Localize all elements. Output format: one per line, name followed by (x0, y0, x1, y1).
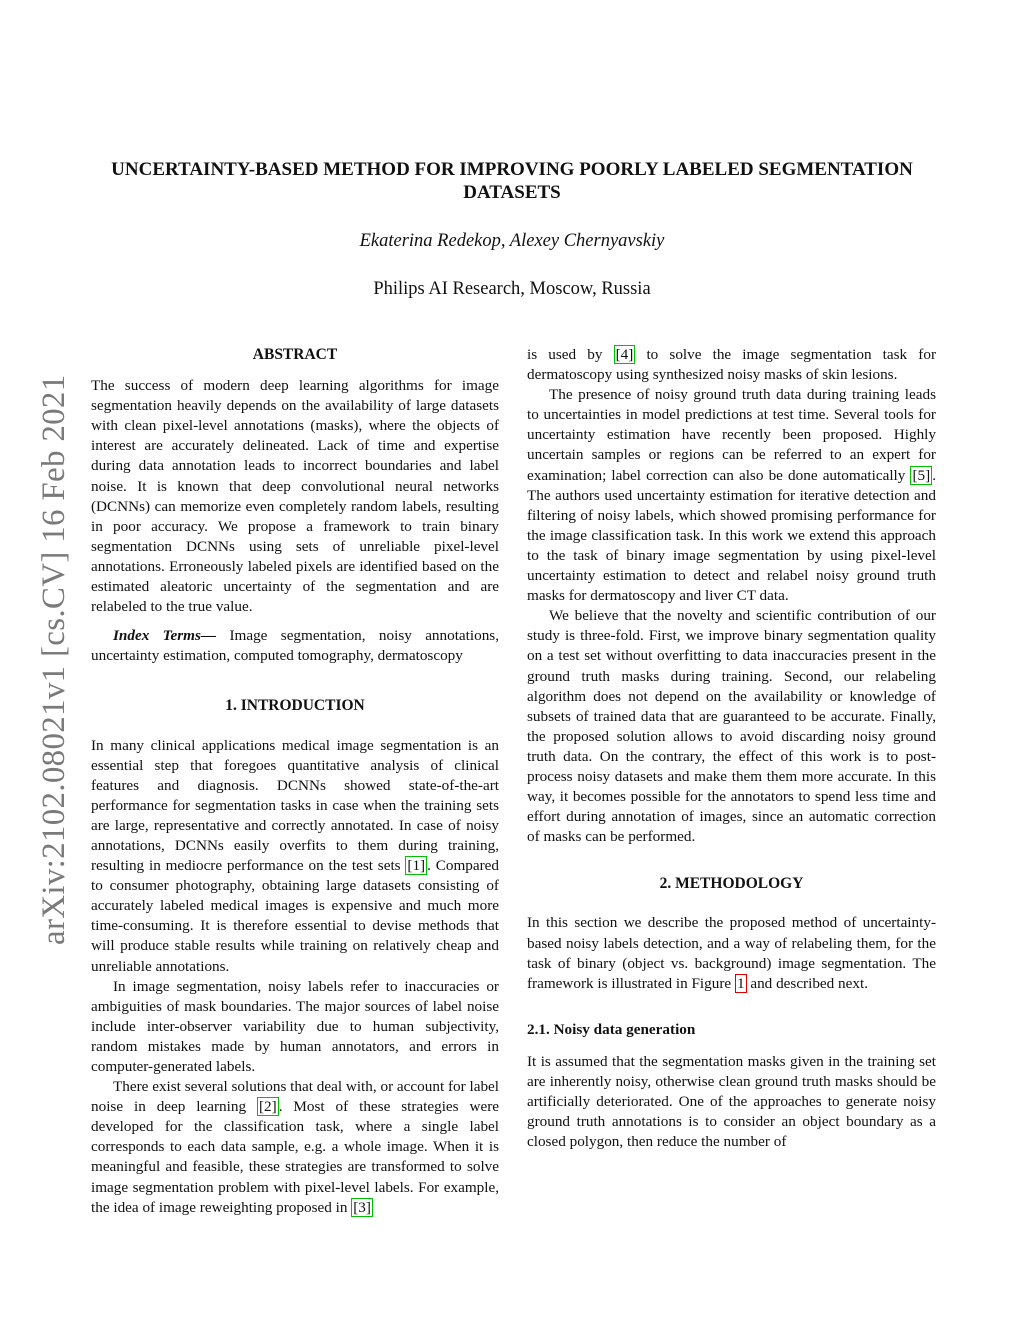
arxiv-identifier: arXiv:2102.08021v1 [cs.CV] 16 Feb 2021 (36, 374, 72, 945)
index-terms (91, 626, 499, 666)
intro-paragraph-1 (91, 736, 499, 977)
intro-p1-text-a: In many clinical applications medical image segmentation is an essential step that foregoes quantitative analysis of clinical features and diagnosis. DCNNs showed state-of-the-art performance for segmentation tasks in case when the training sets are large, representative and correctly annotated. In case of noisy annotations, DCNNs easily overfits to them during training, resulting in mediocre performance on the test sets (91, 736, 499, 875)
left-column (91, 345, 499, 1218)
index-terms-label: Index Terms— (113, 627, 217, 645)
intro-p3-text-a: There exist several solutions that deal with, or account for label noise in deep learning (91, 1078, 499, 1116)
citation-5-link[interactable]: [5] (912, 466, 931, 484)
method-p1-text-a: In this section we describe the proposed method of uncertainty-based noisy labels detection, and a way of relabeling them, for the task of binary (object vs. background) image segmentation. The framework is illustrated in Figure (527, 914, 936, 992)
method-p1-text-b: and described next. (746, 974, 869, 992)
intro-p4-text-a: is used by (527, 346, 614, 363)
paper-authors: Ekaterina Redekop, Alexey Chernyavskiy (359, 231, 665, 251)
right-column (527, 345, 936, 1152)
abstract-heading: ABSTRACT (252, 346, 338, 363)
paper-title: UNCERTAINTY-BASED METHOD FOR IMPROVING POORLY LABELED SEGMENTATION DATASETS (111, 159, 913, 203)
intro-paragraph-2: In image segmentation, noisy labels refer to inaccuracies or ambiguities of mask boundaries. The major sources of label noise include inter-observer variability due to human subjectivity, random mistakes made by human annotators, and errors in computer-generated labels. (91, 977, 499, 1075)
intro-p3-text-b: . Most of these strategies were developed for the classification task, where a single label corresponds to each data sample, e.g. a whole image. When it is meaningful and feasible, these strategies are transformed to solve image segmentation problem with pixel-level labels. For example, the idea of image reweighting proposed in (91, 1098, 499, 1216)
paper-affiliation: Philips AI Research, Moscow, Russia (373, 279, 651, 299)
intro-paragraph-3 (91, 1077, 499, 1218)
intro-paragraph-5 (527, 385, 936, 606)
citation-4-link[interactable]: [4] (615, 346, 634, 363)
citation-2-link[interactable]: [2] (258, 1098, 277, 1116)
intro-p5-text-a: The presence of noisy ground truth data during training leads to uncertainties in model predictions at test time. Several tools for uncertainty estimation have recently been proposed. Highly uncertain samples or regions can be referred to an expert for examination; label correction can also be done automatically (527, 386, 936, 484)
intro-p5-text-b: . The authors used uncertainty estimation for iterative detection and filtering of noisy labels, which showed promising performance for the image classification task. In this work we extend this approach to the task of binary image segmentation by using pixel-level uncertainty estimation to detect and relabel noisy ground truth masks for dermatoscopy and liver CT data. (527, 466, 936, 605)
intro-paragraph-4 (527, 345, 936, 385)
citation-1-link[interactable]: [1] (407, 857, 426, 875)
methodology-paragraph-2: It is assumed that the segmentation masks given in the training set are inherently noisy, otherwise clean ground truth masks should be artificially deteriorated. One of the approaches to generate noisy ground truth annotations is to consider an object boundary as a closed polygon, then reduce the number of (527, 1052, 936, 1151)
intro-p1-text-b: . Compared to consumer photography, obtaining large datasets consisting of accurately labeled medical images is expensive and much more time-consuming. It is therefore essential to devise methods that will produce stable results while training on relatively cheap and unreliable annotations. (91, 857, 499, 975)
intro-paragraph-6: We believe that the novelty and scientific contribution of our study is three-fold. First, we improve binary segmentation quality on a test set without overfitting to data inaccuracies present in the ground truth masks during training. Second, our relabeling algorithm does not depend on the availability or knowledge of subsets of trained data that are guaranteed to be accurate. Finally, the proposed solution allows to avoid discarding noisy ground truth data. On the contrary, the effect of this work is to post-process noisy datasets and make them them more accurate. In this way, it becomes possible for the annotators to spend less time and effort during annotation of images, since an automatic correction of masks can be performed. (527, 607, 936, 846)
introduction-heading: 1. INTRODUCTION (225, 697, 365, 715)
methodology-heading: 2. METHODOLOGY (659, 875, 804, 893)
citation-3-link[interactable]: [3] (353, 1198, 371, 1216)
figure-1-link[interactable]: 1 (736, 974, 745, 992)
methodology-paragraph-1 (527, 913, 936, 993)
abstract-text: The success of modern deep learning algorithms for image segmentation heavily depends on the availability of large datasets with clean pixel-level annotations (masks), where the objects of interest are accurately delineated. Lack of time and expertise during data annotation leads to incorrect boundaries and label noise. It is known that deep convolutional neural networks (DCNNs) can memorize even completely random labels, resulting in poor accuracy. We propose a framework to train binary segmentation DCNNs using sets of unreliable pixel-level annotations. Erroneously labeled pixels are identified based on the estimated aleatoric uncertainty of the segmentation and are relabeled to the true value. (91, 377, 499, 616)
subsection-heading-noisy-data: 2.1. Noisy data generation (527, 1020, 696, 1038)
index-terms-text: Image segmentation, noisy annotations, uncertainty estimation, computed tomography, dermatoscopy (91, 627, 500, 665)
intro-p4-text-b: to solve the image segmentation task for dermatoscopy using synthesized noisy masks of skin lesions. (527, 346, 936, 384)
